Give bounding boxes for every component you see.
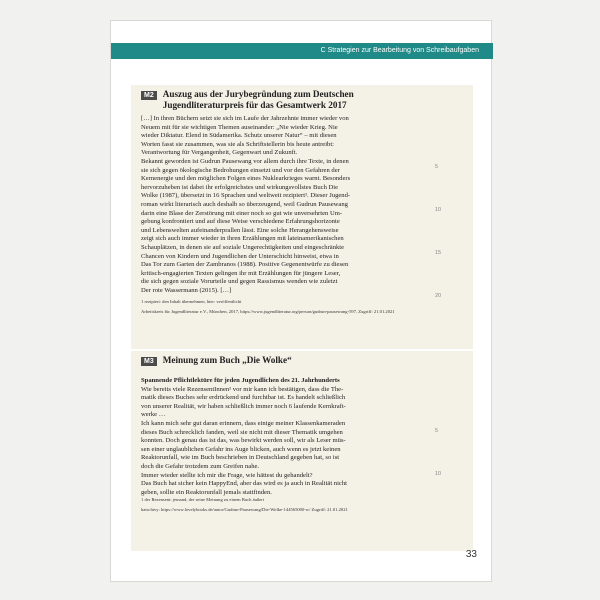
m2-line: kritisch-engagierten Texten gelingen ihr mit Erzählungen für jüngere Leser, <box>141 269 341 277</box>
m2-title: Auszug aus der Jurybegründung zum Deutschen Jugendliteraturpreis für das Gesamtwerk 2017 <box>162 89 354 110</box>
m2-line: Verantwortung für Vergangenheit, Gegenwart und Zukunft. <box>141 149 298 157</box>
m2-line-number: 5 <box>435 164 439 170</box>
m2-footnote: 1 rezipiert: den Inhalt übernehmen, hier: veröffentlicht <box>141 299 242 304</box>
m2-source: Arbeitskreis für Jugendliteratur e.V., München, 2017, https://www.jugendliteratur.org/person/gudrun-pausewang-597, Zugriff: 21.01.2021 <box>141 309 395 314</box>
m3-line: Ich kann mich sehr gut daran erinnern, dass einige meiner Klassenkameraden <box>141 419 346 427</box>
m2-line-number: 15 <box>435 250 442 256</box>
material-m2 <box>131 85 473 349</box>
m3-line: dieses Buch schrecklich fanden, weil sie nicht mit dieser Thematik umgehen <box>141 428 343 436</box>
chapter-title: C Strategien zur Bearbeitung von Schreibaufgaben <box>320 47 479 54</box>
book-page <box>110 20 492 582</box>
m2-line: gebung konfrontiert und auf diese Weise verschiedene Erfahrungshorizonte <box>141 218 340 226</box>
m2-line: zeigt sich auch immer wieder in ihren Erzählungen mit lateinamerikanischen <box>141 235 344 243</box>
m3-line: werke … <box>141 411 166 419</box>
m2-line: darin eine Blase der Zerstörung mit einer noch so gut wie unversehrten Um- <box>141 209 343 217</box>
m3-line: konnten. Doch genau das ist das, was bewirkt werden soll, wir als Leser müs- <box>141 437 346 445</box>
m2-line-number: 10 <box>435 207 442 213</box>
m3-body <box>141 377 431 497</box>
m3-title: Meinung zum Buch „Die Wolke“ <box>162 355 292 365</box>
m2-body <box>141 115 431 295</box>
m2-line: Worten fasst sie zusammen, was sie als Schriftstellerin bis heute antreibt: <box>141 140 335 148</box>
m2-line: sie sich gegen ökologische Bedrohungen einsetzt und vor den Gefahren der <box>141 166 340 174</box>
m2-line: Chancen von Kindern und Jugendlichen der Unterschicht hinweist, etwa in <box>141 252 339 260</box>
m3-line-number: 10 <box>435 471 442 477</box>
chapter-header-bar <box>111 43 493 59</box>
m3-subtitle: Spannende Pflichtlektüre für jeden Jugendlichen des 21. Jahrhunderts <box>141 377 340 384</box>
m3-line: geben, sollte ein Reaktorunfall jemals stattfinden. <box>141 488 272 496</box>
m3-line: von unserer Realität, wir haben schließlich immer noch 6 laufende Kernkraft- <box>141 402 346 410</box>
m2-line: die sich gegen soziale Vorurteile und gegen Rassismus wenden wie zuletzt <box>141 278 338 286</box>
m3-line: sen einer unglaublichen Gefahr ins Auge blicken, auch wenn es jetzt keinen <box>141 445 341 453</box>
m3-line-number: 5 <box>435 428 439 434</box>
material-m3 <box>131 351 473 551</box>
m3-line: Wie bereits viele RezensentInnen¹ vor mir kann ich bestätigen, dass die The- <box>141 385 344 393</box>
m2-line: hervorzuheben ist dabei ihr erfolgreichstes und wirkungsvollstes Buch Die <box>141 183 339 191</box>
m3-line: Das Buch hat sicher kein HappyEnd, aber das wird es ja auch in Realität nicht <box>141 480 347 488</box>
m2-heading <box>141 89 463 110</box>
m3-source: hatschivy: https://www.lovelybooks.de/autor/Gudrun-Pausewang/Die-Wolke-144565000-w/ Zugriff: 21.01.2021 <box>141 507 348 512</box>
m3-heading <box>141 355 463 366</box>
m3-footnote: 1 der Rezensent: jemand, der seine Meinung zu einem Buch äußert <box>141 497 265 502</box>
m2-line: Das Tor zum Garten der Zambranos (1988). Positive Gegenentwürfe zu diesen <box>141 261 349 269</box>
m2-line: und Lebenswelten aufeinanderprallen lässt. Eine solche Herangehensweise <box>141 226 339 234</box>
m3-line: Reaktorunfall, wie im Buch beschrieben in Deutschland gegeben hat, so ist <box>141 454 340 462</box>
m3-line: Immer wieder stellte ich mir die Frage, wie hättest du gehandelt? <box>141 471 313 479</box>
m2-line: Bekannt geworden ist Gudrun Pausewang vor allem durch ihre Texte, in denen <box>141 157 349 165</box>
m3-badge: M3 <box>141 357 157 366</box>
m2-badge: M2 <box>141 91 157 100</box>
m2-line: Der rote Wassermann (2015). […] <box>141 286 232 294</box>
m2-line: roman wirkt literarisch auch deshalb so überzeugend, weil Gudrun Pausewang <box>141 200 348 208</box>
m2-line: wieder Diktatur. Elend in Südamerika. Schutz unserer Natur“ – mit diesen <box>141 132 337 140</box>
m3-line: matik dieses Buches sehr erdrückend und furchtbar ist. Es handelt schließlich <box>141 394 346 402</box>
m2-line: […] In ihren Büchern setzt sie sich im Laufe der Jahrzehnte immer wieder von <box>141 115 349 122</box>
m3-line: doch die Gefahr trotzdem zum Greifen nahe. <box>141 462 260 470</box>
page-number: 33 <box>465 549 477 560</box>
m2-line-number: 20 <box>435 293 442 299</box>
m2-line: Kernenergie und den möglichen Folgen eines Nuklearkrieges warnt. Besonders <box>141 175 351 183</box>
m2-line: Neuem mit für sie wichtigen Themen auseinander: „Nie wieder Krieg. Nie <box>141 123 338 131</box>
m2-line: Wolke (1987), übersetzt in 16 Sprachen und weltweit rezipiert¹. Dieser Jugend- <box>141 192 351 200</box>
m2-line: Schauplätzen, in denen sie auf soziale Ungerechtigkeiten und eingeschränkte <box>141 243 345 251</box>
